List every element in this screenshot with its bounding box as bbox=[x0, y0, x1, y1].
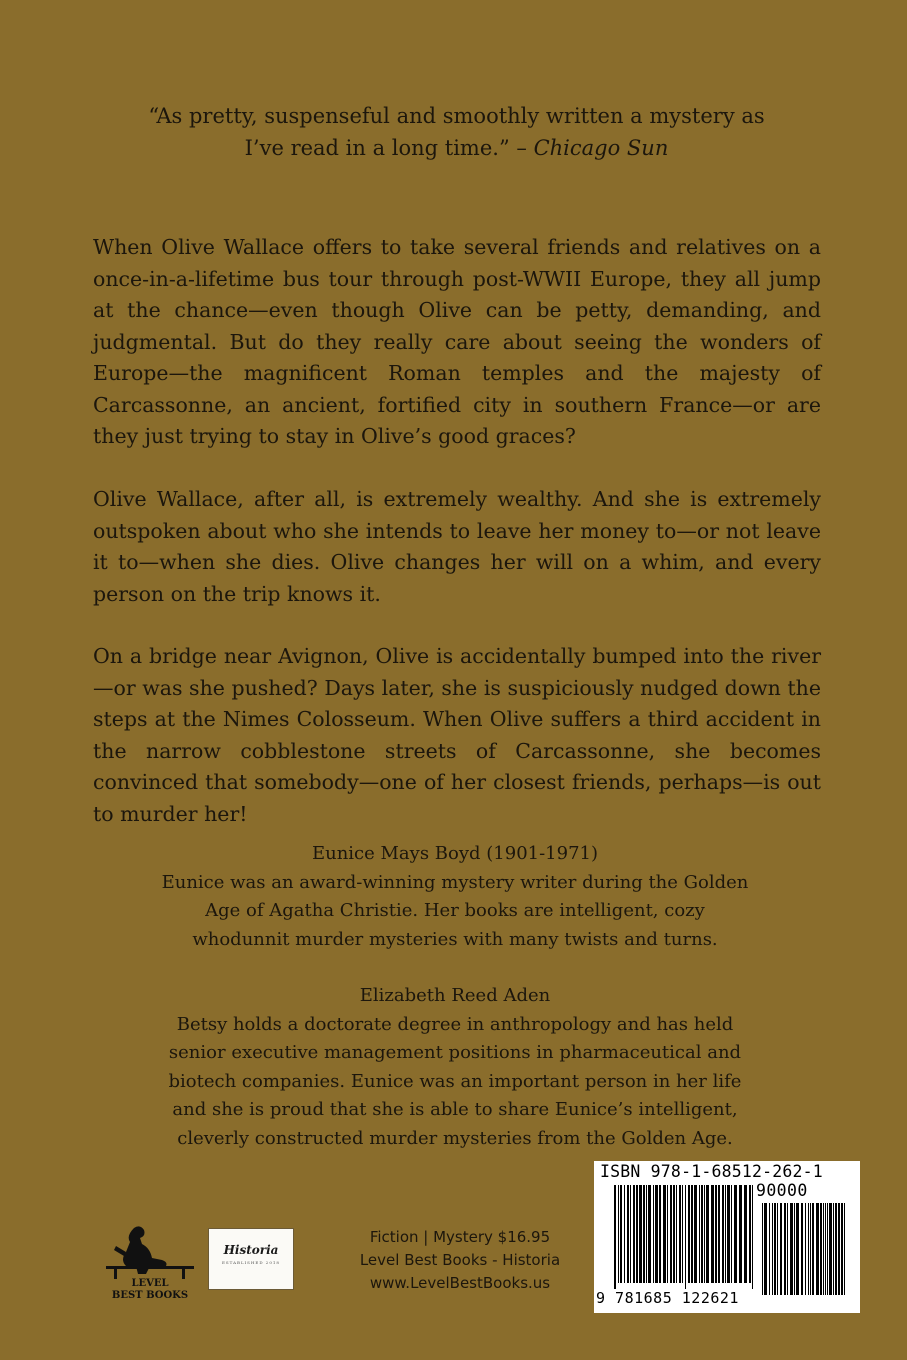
author-bio-2 bbox=[160, 982, 750, 1153]
author-bio-1 bbox=[160, 840, 750, 954]
barcode-bar bbox=[659, 1185, 661, 1283]
barcode-bar bbox=[618, 1185, 619, 1283]
barcode-bar bbox=[749, 1185, 751, 1283]
barcode-bar bbox=[780, 1203, 782, 1295]
level-best-line-2: BEST BOOKS bbox=[111, 1290, 189, 1300]
ean-digits: 9 781685 122621 bbox=[596, 1289, 739, 1307]
barcode-bar bbox=[663, 1185, 666, 1283]
barcode-bar bbox=[701, 1185, 703, 1283]
barcode-bar bbox=[772, 1203, 773, 1295]
barcode-bar bbox=[673, 1185, 675, 1283]
historia-word: Historia bbox=[223, 1243, 279, 1257]
barcode-bar bbox=[816, 1203, 819, 1295]
publisher-info bbox=[340, 1226, 580, 1295]
barcode-bar bbox=[682, 1185, 683, 1283]
barcode-bar bbox=[796, 1203, 799, 1295]
barcode-bar bbox=[620, 1185, 622, 1283]
barcode-bar bbox=[827, 1203, 828, 1295]
barcode-bar bbox=[676, 1185, 677, 1283]
barcode-bar bbox=[774, 1203, 776, 1295]
barcode-bar bbox=[725, 1185, 726, 1283]
quote-source: Chicago Sun bbox=[533, 136, 669, 160]
barcode-bar bbox=[727, 1185, 730, 1283]
author-name-1: Eunice Mays Boyd (1901-1971) bbox=[311, 843, 599, 864]
barcode-bar bbox=[841, 1203, 843, 1295]
author-text-1: Eunice was an award-winning mystery writer during the Golden Age of Agatha Christie. Her books are intelligent, cozy whodunnit murder mysteries with many twists and turns. bbox=[161, 871, 749, 950]
barcode-bar bbox=[648, 1185, 651, 1283]
barcode-bar bbox=[744, 1185, 747, 1283]
level-best-line-1: LEVEL bbox=[131, 1278, 169, 1289]
barcode-bar bbox=[722, 1185, 724, 1283]
barcode-addon: 90000 bbox=[756, 1181, 808, 1200]
barcode-bar bbox=[810, 1203, 811, 1295]
barcode-bar bbox=[639, 1185, 642, 1283]
barcode-bar bbox=[614, 1185, 616, 1289]
barcode-bar bbox=[706, 1185, 709, 1283]
barcode-bar bbox=[685, 1185, 686, 1289]
barcode-bar bbox=[787, 1203, 788, 1295]
barcode-bar bbox=[715, 1185, 717, 1283]
barcode-bar bbox=[630, 1185, 631, 1283]
barcode-bar bbox=[805, 1203, 806, 1295]
historia-established: ESTABLISHED 2018 bbox=[222, 1260, 280, 1265]
isbn-barcode bbox=[594, 1161, 860, 1313]
barcode-bar bbox=[752, 1185, 753, 1289]
review-quote bbox=[100, 100, 813, 164]
barcode-bar bbox=[670, 1185, 672, 1283]
barcode-bar bbox=[762, 1203, 763, 1295]
barcode-bar bbox=[667, 1185, 668, 1283]
author-text-2: Betsy holds a doctorate degree in anthropology and has held senior executive management positions in pharmaceutical and biotech companies. Eunice was an important person in her life and she is proud that she is able to share Eunice’s intelligent, cleverly constructed murder mysteries from the Golden Age. bbox=[168, 1013, 742, 1149]
barcode-bar bbox=[838, 1203, 840, 1295]
barcode-bar bbox=[633, 1185, 635, 1283]
quote-line-1: “As pretty, suspenseful and smoothly written a mystery as bbox=[148, 104, 765, 128]
author-name-2: Elizabeth Reed Aden bbox=[359, 985, 551, 1006]
barcode-bar bbox=[808, 1203, 809, 1295]
barcode-bar bbox=[646, 1185, 647, 1283]
barcode-bar bbox=[624, 1185, 625, 1283]
pubinfo-line-1: Fiction | Mystery $16.95 bbox=[369, 1228, 551, 1246]
quote-line-2: I’ve read in a long time.” – bbox=[244, 136, 527, 160]
barcode-bar bbox=[764, 1203, 767, 1295]
barcode-bar bbox=[739, 1185, 742, 1283]
barcode-bar bbox=[829, 1203, 832, 1295]
barcode-bar bbox=[653, 1185, 654, 1283]
barcode-bar bbox=[835, 1203, 837, 1295]
barcode-bar bbox=[784, 1203, 786, 1295]
level-best-books-logo bbox=[104, 1222, 196, 1300]
barcode-bar bbox=[694, 1185, 697, 1283]
barcode-bar bbox=[825, 1203, 826, 1295]
barcode-bar bbox=[731, 1185, 732, 1283]
barcode-bar bbox=[820, 1203, 822, 1295]
barcode-bar bbox=[777, 1203, 778, 1295]
barcode-bar bbox=[636, 1185, 638, 1283]
barcode-bar bbox=[711, 1185, 714, 1283]
barcode-bar bbox=[794, 1203, 795, 1295]
blurb-paragraph-1: When Olive Wallace offers to take several friends and relatives on a once-in-a-lifetime bus tour through post-WWII Europe, they all jump at the chance—even though Olive can be petty, demanding, and judgmental. But do they really care about seeing the wonders of Europe—the magnificent Roman temples and the majesty of Carcassonne, an ancient, fortified city in southern France—or are they just trying to stay in Olive’s good graces? bbox=[93, 235, 821, 448]
barcode-bar bbox=[790, 1203, 793, 1295]
barcode-bar bbox=[769, 1203, 770, 1295]
barcode-bar bbox=[691, 1185, 693, 1283]
barcode-bar bbox=[704, 1185, 705, 1283]
barcode-bar bbox=[688, 1185, 690, 1283]
isbn-label: ISBN 978-1-68512-262-1 bbox=[600, 1162, 823, 1181]
barcode-bar bbox=[734, 1185, 737, 1283]
blurb-paragraph-3: On a bridge near Avignon, Olive is accidentally bumped into the river —or was she pushed? Days later, she is suspiciously nudged down the steps at the Nimes Colosseum. When Olive suffers a third accident in the narrow cobblestone streets of Carcassonne, she becomes convinced that somebody—one of her closest friends, perhaps—is out to murder her! bbox=[93, 644, 821, 826]
barcode-bar bbox=[844, 1203, 845, 1295]
blurb-paragraph-2: Olive Wallace, after all, is extremely wealthy. And she is extremely outspoken about who she intends to leave her money to—or not leave it to—when she dies. Olive changes her will on a whim, and every person on the trip knows it. bbox=[93, 487, 821, 606]
barcode-bar bbox=[655, 1185, 658, 1283]
pubinfo-line-3: www.LevelBestBooks.us bbox=[369, 1274, 551, 1292]
barcode-bar bbox=[643, 1185, 645, 1283]
historia-logo bbox=[208, 1228, 294, 1290]
barcode-bar bbox=[679, 1185, 681, 1283]
barcode-bar bbox=[718, 1185, 720, 1283]
barcode-bar bbox=[627, 1185, 629, 1283]
barcode-bar bbox=[699, 1185, 700, 1283]
barcode-bar bbox=[801, 1203, 803, 1295]
barcode-bar bbox=[812, 1203, 814, 1295]
barcode-bar bbox=[823, 1203, 824, 1295]
pubinfo-line-2: Level Best Books - Historia bbox=[359, 1251, 561, 1269]
barcode-bar bbox=[833, 1203, 834, 1295]
